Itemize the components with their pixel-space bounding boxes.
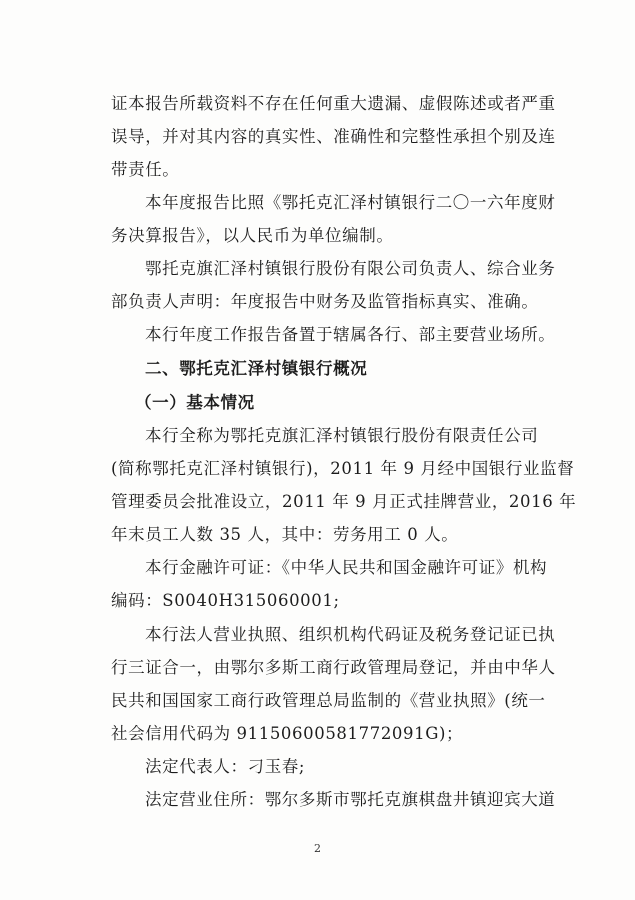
text-line: 本行年度工作报告备置于辖属各行、部主要营业场所。: [145, 325, 556, 344]
text-line: 证本报告所载资料不存在任何重大遗漏、虚假陈述或者严重: [111, 94, 556, 113]
text-line: 年末员工人数 35 人，其中：劳务用工 0 人。: [111, 525, 459, 544]
subsection-heading: （一）基本情况: [135, 393, 255, 412]
text-line: 法定代表人：刁玉春;: [145, 757, 306, 776]
text-line: 本年度报告比照《鄂托克汇泽村镇银行二〇一六年度财: [145, 193, 556, 212]
text-line: 社会信用代码为 91150600581772091G)；: [111, 724, 464, 743]
text-line: 务决算报告》，以人民币为单位编制。: [111, 226, 394, 245]
text-line: 鄂托克旗汇泽村镇银行股份有限公司负责人、综合业务: [145, 259, 556, 278]
text-line: 管理委员会批准设立，2011 年 9 月正式挂牌营业，2016 年: [111, 492, 577, 511]
text-line: 本行全称为鄂托克旗汇泽村镇银行股份有限责任公司: [145, 426, 539, 445]
text-line: 民共和国国家工商行政管理总局监制的《营业执照》(统一: [111, 691, 546, 710]
text-line: 本行法人营业执照、组织机构代码证及税务登记证已执: [145, 625, 556, 644]
text-line: (简称鄂托克汇泽村镇银行)，2011 年 9 月经中国银行业监督: [111, 459, 575, 478]
text-line: 本行金融许可证：《中华人民共和国金融许可证》机构: [145, 558, 548, 577]
text-line: 误导，并对其内容的真实性、准确性和完整性承担个别及连: [111, 127, 556, 146]
section-heading: 二、鄂托克汇泽村镇银行概况: [145, 359, 368, 378]
text-line: 法定营业住所：鄂尔多斯市鄂托克旗棋盘井镇迎宾大道: [145, 790, 556, 809]
text-line: 编码：S0040H315060001;: [111, 591, 340, 610]
page-number: 2: [314, 842, 321, 855]
text-line: 部负责人声明：年度报告中财务及监管指标真实、准确。: [111, 292, 539, 311]
text-line: 带责任。: [111, 160, 180, 179]
text-line: 行三证合一，由鄂尔多斯工商行政管理局登记，并由中华人: [111, 658, 556, 677]
